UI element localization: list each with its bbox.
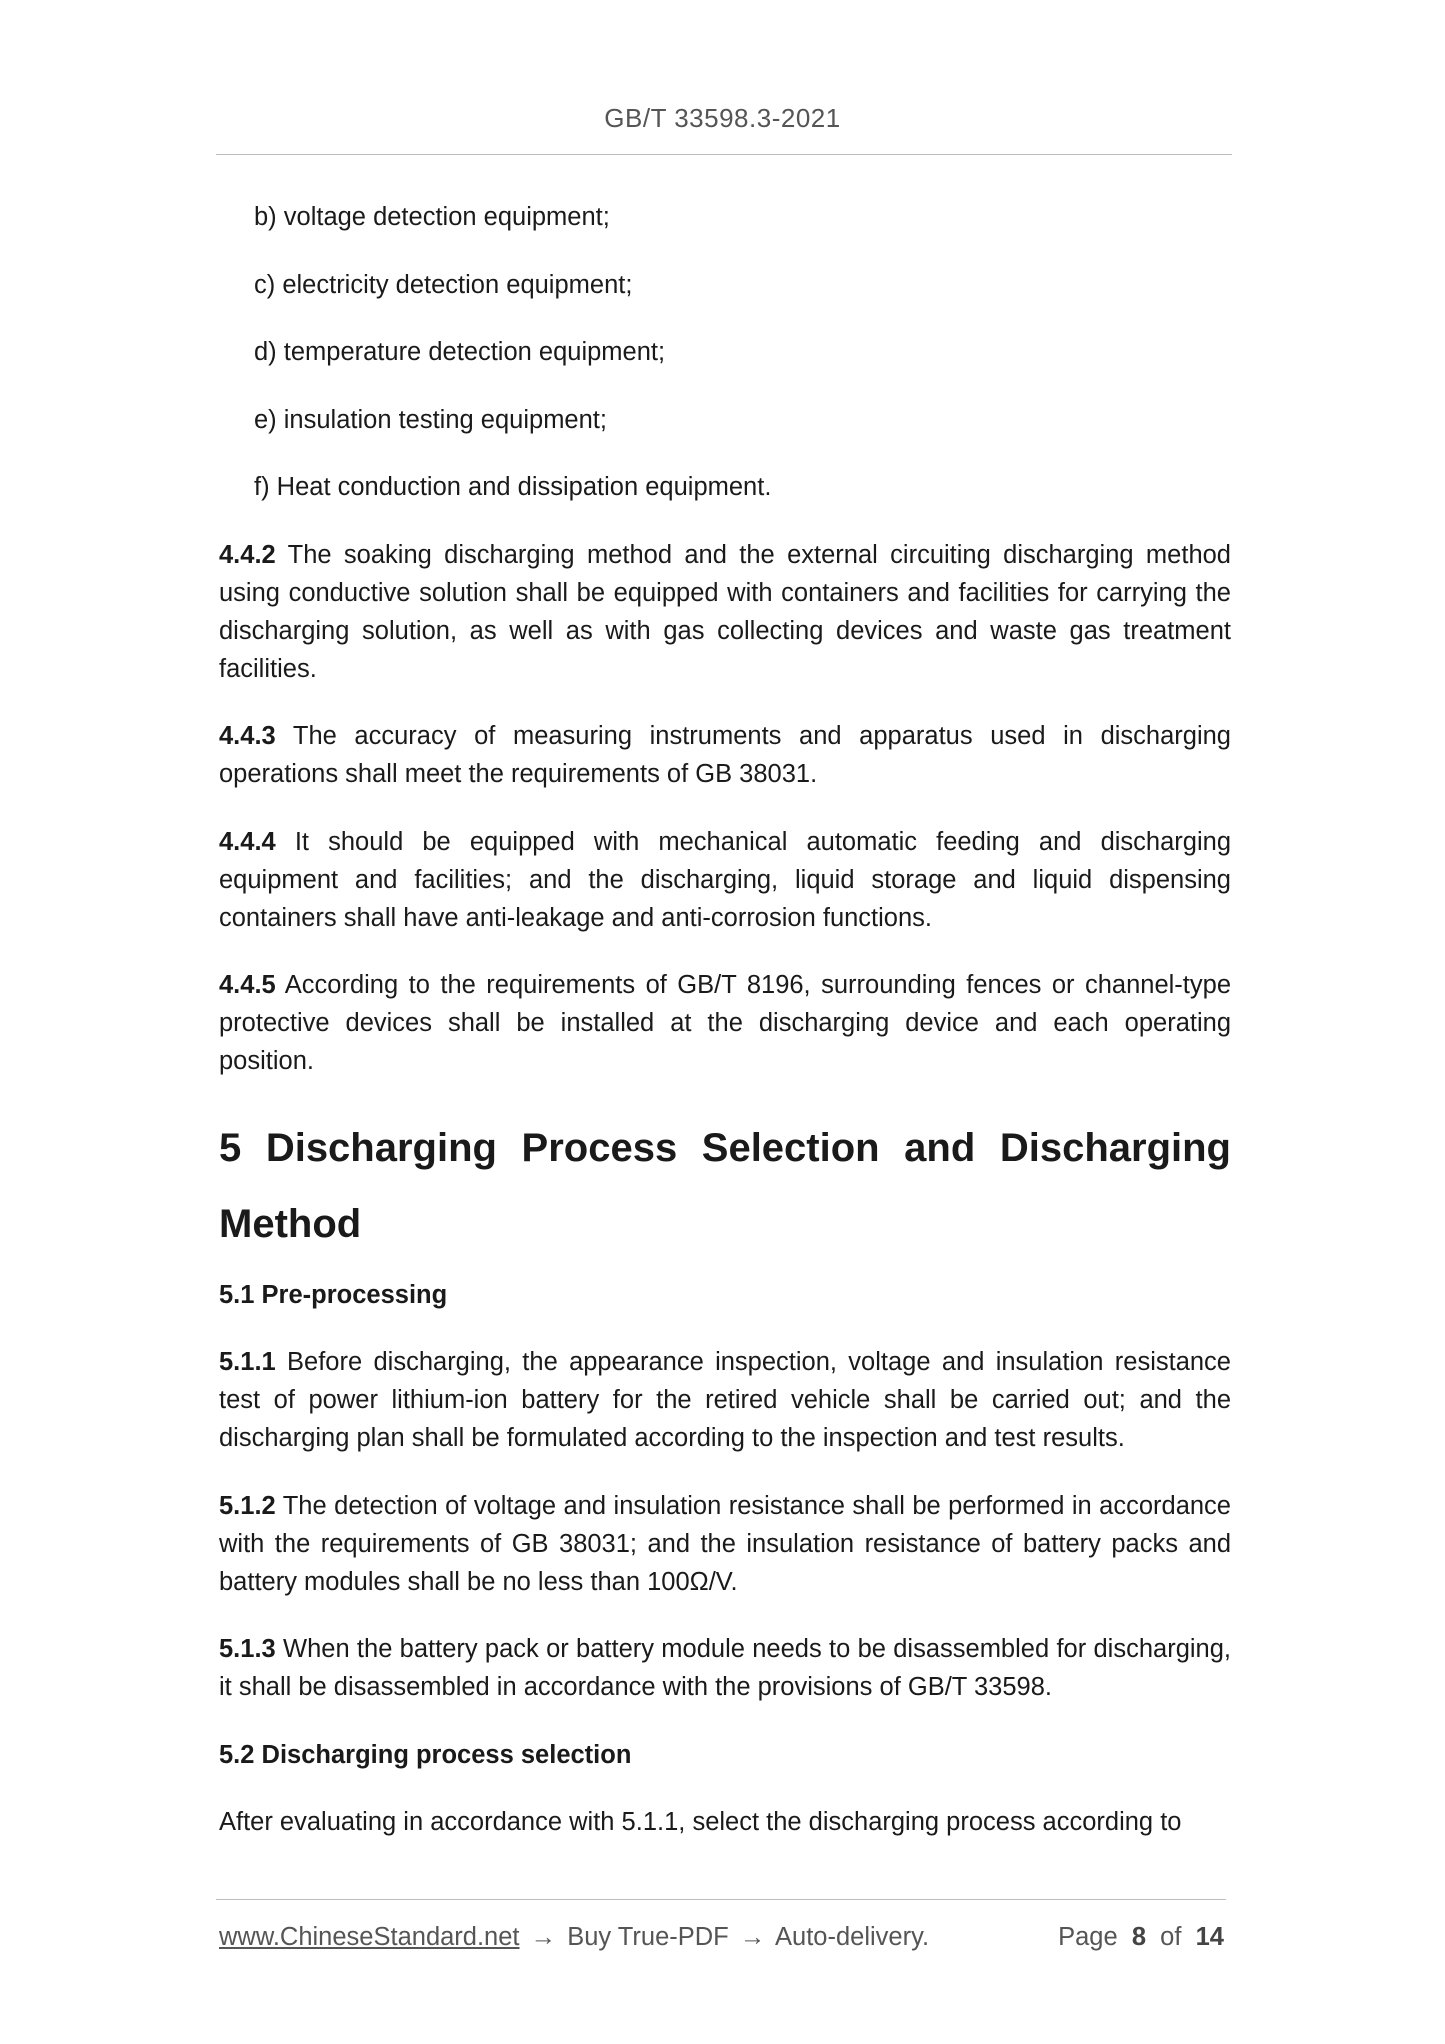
clause-number: 5.1.3 [219,1635,276,1663]
clause-text: When the battery pack or battery module needs to be disassembled for discharging, it shall be disassembled in accordance with the provisions of GB/T 33598. [219,1635,1231,1701]
of-label: of [1160,1923,1182,1951]
arrow-right-icon: → [530,1923,557,1951]
clause-5-1-2 [219,1487,1231,1601]
clause-text: Before discharging, the appearance inspection, voltage and insulation resistance test of power lithium-ion battery for the retired vehicle shall be carried out; and the discharging plan shall be formulated according to the inspection and test results. [219,1348,1231,1452]
page-number: 8 [1131,1923,1146,1951]
footer-divider [216,1899,1226,1900]
clause-4-4-3 [219,717,1231,793]
section-5-2-text: After evaluating in accordance with 5.1.1, select the discharging process according to [219,1808,1182,1836]
page-footer [219,1918,1224,1956]
clause-text: It should be equipped with mechanical automatic feeding and discharging equipment and facilities; and the discharging, liquid storage and liquid dispensing containers shall have anti-leakage and anti-corrosion functions. [219,827,1231,932]
clause-4-4-4 [219,823,1231,937]
section-5-2-heading: 5.2 Discharging process selection [219,1740,632,1769]
clause-text: The detection of voltage and insulation resistance shall be performed in accordance with the requirements of GB 38031; and the insulation resistance of battery packs and battery modules shall be no less than 100Ω/V. [219,1491,1231,1596]
clause-4-4-2 [219,536,1231,688]
clause-number: 5.1.2 [219,1491,276,1520]
page-header-title: GB/T 33598.3-2021 [604,103,841,133]
list-item: d) temperature detection equipment; [254,338,666,366]
page-indicator [1058,1918,1224,1956]
page-total: 14 [1195,1923,1224,1951]
clause-number: 5.1.1 [219,1348,276,1376]
buy-true-pdf-text: Buy True-PDF [567,1923,729,1951]
header-divider [216,154,1232,155]
section-5-heading: 5 Discharging Process Selection and Discharging Method [219,1125,1231,1246]
clause-number: 4.4.2 [219,540,276,569]
clause-text: According to the requirements of GB/T 8196, surrounding fences or channel-type protective devices shall be installed at the discharging device and each operating position. [219,971,1231,1075]
section-5-1-heading: 5.1 Pre-processing [219,1280,448,1309]
clause-number: 4.4.5 [219,971,276,999]
auto-delivery-text: Auto-delivery. [775,1923,930,1951]
list-item: e) insulation testing equipment; [254,405,607,434]
list-item: b) voltage detection equipment; [254,203,610,231]
clause-number: 4.4.3 [219,722,276,750]
list-item: c) electricity detection equipment; [254,270,633,299]
site-link[interactable]: www.ChineseStandard.net [219,1923,520,1951]
clause-text: The accuracy of measuring instruments and apparatus used in discharging operations shall meet the requirements of GB 38031. [219,722,1231,788]
page-label: Page [1058,1923,1118,1951]
clause-5-1-3 [219,1630,1231,1706]
document-body [219,198,1231,1871]
arrow-right-icon: → [739,1923,766,1951]
clause-text: The soaking discharging method and the external circuiting discharging method using conductive solution shall be equipped with containers and facilities for carrying the discharging solution, as well as with gas collecting devices and waste gas treatment facilities. [219,540,1231,683]
clause-number: 4.4.4 [219,827,276,856]
clause-4-4-5 [219,966,1231,1080]
clause-5-1-1 [219,1343,1231,1457]
list-item: f) Heat conduction and dissipation equipment. [254,473,772,501]
